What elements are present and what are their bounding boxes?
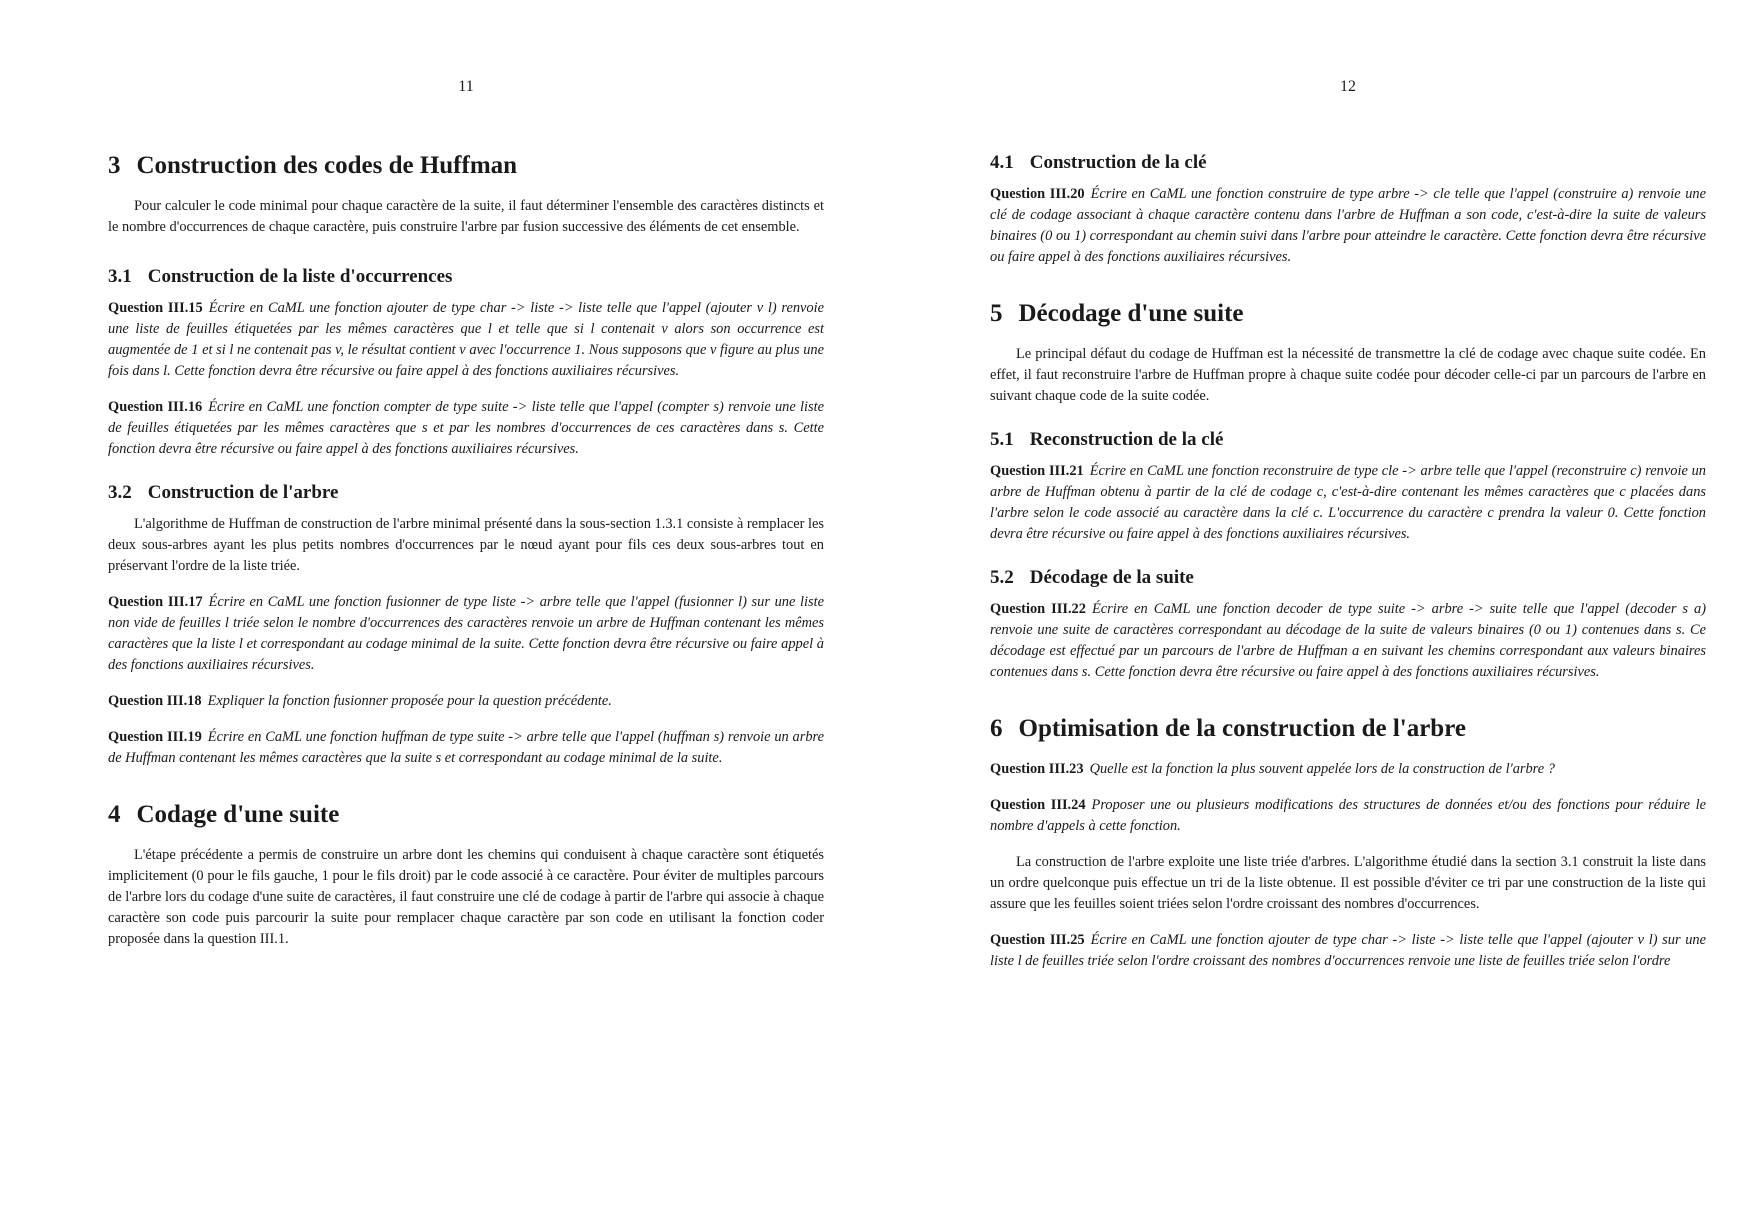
question-III-25 [990, 930, 1706, 972]
subsection-number: 3.1 [108, 265, 132, 287]
question-label: Question III.22 [990, 600, 1086, 617]
subsection-5-1-heading [990, 429, 1706, 451]
question-text: Écrire en CaML une fonction ajouter de type char -> liste -> liste telle que l'appel (ajouter v l) renvoie une liste de feuilles étiquetées par les mêmes caractères que l et telle que si l contenait v alors son occurrence est augmentée de 1 et si l ne contenait pas v, le résultat contient v avec l'occurrence 1. Nous supposons que v figure au plus une fois dans l. Cette fonction devra être récursive ou faire appel à des fonctions auxiliaires récursives. [108, 299, 825, 379]
subsection-5-2-heading [990, 567, 1706, 589]
question-text: Écrire en CaML une fonction fusionner de type liste -> arbre telle que l'appel (fusionner l) sur une liste non vide de feuilles l triée selon le nombre d'occurrences des caractères renvoie un arbre de Huffman contenant les mêmes caractères que la liste l et correspondant au codage minimal de la suite. Cette fonction devra être récursive ou faire appel à des fonctions auxiliaires récursives. [108, 593, 825, 673]
question-III-17 [108, 592, 824, 676]
question-text: Expliquer la fonction fusionner proposée pour la question précédente. [207, 692, 612, 709]
question-label: Question III.19 [108, 728, 202, 745]
section-4-heading [108, 801, 824, 830]
question-III-20 [990, 184, 1706, 268]
section-4-text: L'étape précédente a permis de construire un arbre dont les chemins qui conduisent à chaque caractère sont étiquetés implicitement (0 pour le fils gauche, 1 pour le fils droit) par le code associé à ce caractère. Pour éviter de multiples parcours de l'arbre lors du codage d'une suite de caractères, il faut construire une clé de codage à partir de l'arbre qui associe à chaque caractère son code puis parcourir la suite pour remplacer chaque caractère par son code en utilisant la fonction coder proposée dans la question III.1. [108, 846, 824, 947]
question-III-19 [108, 727, 824, 769]
section-title: Codage d'une suite [136, 800, 340, 828]
question-text: Écrire en CaML une fonction compter de type suite -> liste telle que l'appel (compter s) renvoie une liste de feuilles étiquetées par les mêmes caractères que s et par les nombres d'occurrences de ces caractères dans s. Cette fonction devra être récursive ou faire appel à des fonctions auxiliaires récursives. [108, 398, 825, 457]
question-label: Question III.24 [990, 796, 1086, 813]
subsection-3-2-heading [108, 482, 824, 504]
section-title: Optimisation de la construction de l'arbre [1018, 714, 1466, 742]
right-page-content [990, 152, 1706, 987]
section-3-heading [108, 152, 824, 181]
question-text: Écrire en CaML une fonction decoder de type suite -> arbre -> suite telle que l'appel (decoder s a) renvoie une suite de caractères correspondant au décodage de la suite de valeurs binaires (0 ou 1) contenues dans s. Ce décodage est effectué par un parcours de l'arbre de Huffman a en suivant les chemins correspondant aux valeurs binaires contenues dans s. Cette fonction devra être récursive ou faire appel à des fonctions auxiliaires récursives. [990, 600, 1706, 680]
question-label: Question III.23 [990, 760, 1084, 777]
question-III-21 [990, 461, 1706, 545]
left-page-content [108, 152, 824, 950]
question-label: Question III.25 [990, 931, 1085, 948]
question-III-18 [108, 691, 824, 712]
question-III-15 [108, 298, 824, 382]
question-label: Question III.16 [108, 398, 203, 415]
subsection-4-1-heading [990, 152, 1706, 174]
subsection-title: Reconstruction de la clé [1029, 428, 1224, 450]
question-text: Écrire en CaML une fonction reconstruire de type cle -> arbre telle que l'appel (reconstruire c) renvoie un arbre de Huffman obtenu à partir de la clé de codage c, c'est-à-dire contenant les mêmes caractères que c placées dans l'arbre selon le code associé au caractère dans la clé c. L'occurrence du caractère c prendra la valeur 0. Cette fonction devra être récursive ou faire appel à des fonctions auxiliaires récursives. [990, 462, 1707, 542]
section-title: Construction des codes de Huffman [136, 152, 518, 179]
question-label: Question III.15 [108, 299, 203, 316]
section-6-heading [990, 715, 1706, 744]
question-text: Proposer une ou plusieurs modifications des structures de données et/ou des fonctions pour réduire le nombre d'appels à cette fonction. [990, 796, 1706, 834]
section-3-intro: Pour calculer le code minimal pour chaque caractère de la suite, il faut déterminer l'ensemble des caractères distincts et le nombre d'occurrences de chaque caractère, puis construire l'arbre par fusion successive des éléments de cet ensemble. [108, 197, 824, 235]
question-label: Question III.20 [990, 186, 1085, 202]
question-text: Écrire en CaML une fonction huffman de type suite -> arbre telle que l'appel (huffman s) renvoie un arbre de Huffman contenant les mêmes caractères que la suite s et correspondant au codage minimal de la suite. [108, 728, 824, 766]
question-text: Quelle est la fonction la plus souvent appelée lors de la construction de l'arbre ? [1089, 760, 1555, 777]
question-III-16 [108, 397, 824, 460]
section-title: Décodage d'une suite [1018, 300, 1244, 327]
question-label: Question III.21 [990, 462, 1084, 479]
question-label: Question III.17 [108, 593, 203, 610]
section-number: 3 [108, 152, 121, 179]
section-6-text: La construction de l'arbre exploite une liste triée d'arbres. L'algorithme étudié dans la section 3.1 construit la liste dans un ordre quelconque puis effectue un tri de la liste obtenue. Il est possible d'éviter ce tri par une construction de la liste qui assure que les feuilles soient triées selon l'ordre croissant des nombres d'occurrences. [990, 853, 1706, 912]
subsection-number: 4.1 [990, 152, 1014, 173]
subsection-3-2-text: L'algorithme de Huffman de construction de l'arbre minimal présenté dans la sous-section 1.3.1 consiste à remplacer les deux sous-arbres ayant les plus petits nombres d'occurrences par le nœud ayant pour fils ces deux sous-arbres tout en préservant l'ordre de la liste triée. [108, 515, 824, 574]
subsection-3-1-heading [108, 266, 824, 288]
section-number: 5 [990, 300, 1003, 327]
question-III-24 [990, 795, 1706, 837]
left-page [108, 0, 824, 1223]
subsection-number: 3.2 [108, 481, 132, 503]
question-III-23 [990, 759, 1706, 780]
subsection-number: 5.1 [990, 428, 1014, 450]
question-III-22 [990, 599, 1706, 683]
page-number: 12 [1340, 78, 1356, 95]
page-number: 11 [458, 78, 474, 95]
subsection-number: 5.2 [990, 566, 1014, 588]
subsection-title: Décodage de la suite [1029, 566, 1194, 588]
section-5-text: Le principal défaut du codage de Huffman est la nécessité de transmettre la clé de codage avec chaque suite codée. En effet, il faut reconstruire l'arbre de Huffman propre à chaque suite codée pour décoder celle-ci par un parcours de l'arbre en suivant chaque code de la suite codée. [990, 345, 1706, 404]
section-number: 6 [990, 714, 1003, 742]
subsection-title: Construction de l'arbre [147, 481, 339, 503]
section-5-heading [990, 300, 1706, 329]
subsection-title: Construction de la clé [1029, 152, 1207, 173]
question-label: Question III.18 [108, 692, 202, 709]
subsection-title: Construction de la liste d'occurrences [147, 265, 453, 287]
question-text: Écrire en CaML une fonction ajouter de type char -> liste -> liste telle que l'appel (ajouter v l) sur une liste l de feuilles triée selon l'ordre croissant des nombres d'occurrences renvoie une liste de feuilles triée selon l'ordre [990, 931, 1707, 969]
question-text: Écrire en CaML une fonction construire de type arbre -> cle telle que l'appel (construire a) renvoie une clé de codage associant à chaque caractère contenu dans l'arbre de Huffman a son code, c'est-à-dire la suite de valeurs binaires (0 ou 1) correspondant au chemin suivi dans l'arbre pour atteindre le caractère. Cette fonction devra être récursive ou faire appel à des fonctions auxiliaires récursives. [990, 186, 1706, 265]
right-page [990, 0, 1706, 1223]
section-number: 4 [108, 800, 121, 828]
